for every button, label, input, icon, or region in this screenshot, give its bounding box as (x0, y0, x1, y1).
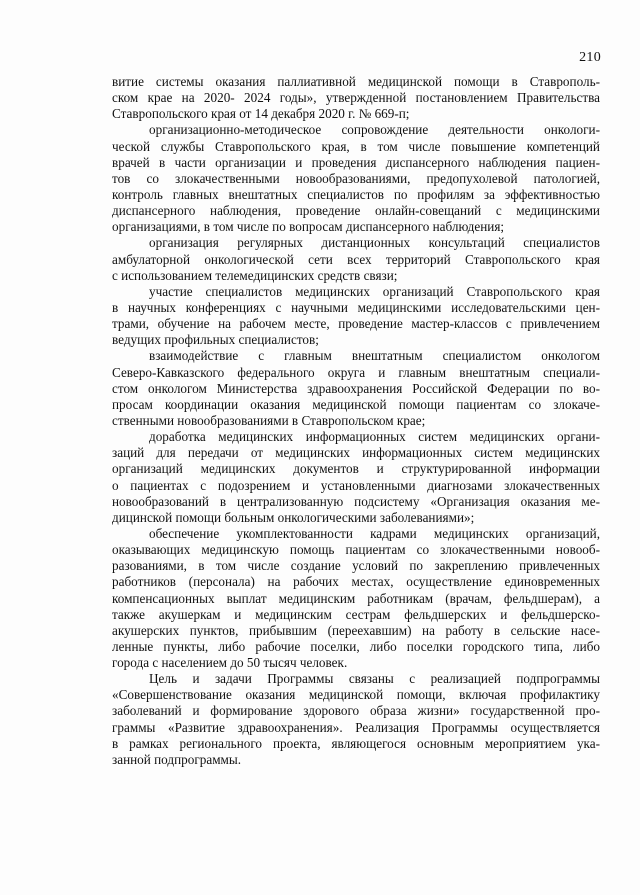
text-line: в рамках регионального проекта, являющегося основным мероприятием ука- (112, 735, 600, 751)
page-number: 210 (579, 50, 601, 65)
paragraph (112, 284, 600, 349)
text-line: витие системы оказания паллиативной медицинской помощи в Ставрополь- (112, 74, 600, 89)
text-line: трами, обучение на рабочем месте, проведение мастер-классов с привлечением (112, 316, 600, 332)
paragraph (112, 526, 600, 671)
text-line: врачей в части организации и проведения диспансерного наблюдения пациен- (112, 154, 600, 170)
text-line: тов со злокачественными новообразованиями, предопухолевой патологией, (112, 170, 600, 186)
text-line: организациями, в том числе по вопросам диспансерного наблюдения; (112, 219, 505, 235)
text-line: оказывающих медицинскую помощь пациентам со злокачественными новооб- (112, 542, 600, 558)
paragraph (112, 74, 600, 122)
text-line: в научных конференциях с научными медицинскими исследовательскими цен- (112, 299, 600, 315)
text-line: Цель и задачи Программы связаны с реализацией подпрограммы (149, 671, 600, 687)
document-body (112, 74, 600, 768)
text-line: компенсационных выплат медицинским работникам (врачам, фельдшерам), а (112, 590, 600, 606)
text-line: о пациентах с подозрением и установленными диагнозами злокачественных (112, 477, 600, 493)
text-line: стом онкологом Министерства здравоохранения Российской Федерации по во- (112, 380, 600, 396)
text-line: Ставропольского края от 14 декабря 2020 г. № 669-п; (112, 106, 410, 122)
text-line: с использованием телемедицинских средств связи; (112, 267, 398, 283)
text-line: акушерских пунктов, прибывшим (переехавшим) на работу в сельские насе- (112, 622, 600, 638)
paragraph (112, 348, 600, 429)
text-line: разованиями, в том числе создание условий по закреплению привлеченных (112, 558, 600, 574)
text-line: контроль главных внештатных специалистов по профилям за эффективностью (112, 186, 600, 202)
text-line: города с населением до 50 тысяч человек. (112, 655, 348, 671)
text-line: ведущих профильных специалистов; (112, 332, 319, 348)
paragraph (112, 122, 600, 235)
text-line: участие специалистов медицинских организаций Ставропольского края (149, 283, 600, 299)
paragraph (112, 429, 600, 526)
text-line: диспансерного наблюдения, проведение онлайн-совещаний с медицинскими (112, 203, 600, 219)
text-line: ственными новообразованиями в Ставропольском крае; (112, 412, 426, 428)
text-line: взаимодействие с главным внештатным специалистом онкологом (149, 348, 600, 364)
text-line: дицинской помощи больным онкологическими заболеваниями»; (112, 509, 475, 525)
text-line: новообразований в централизованную подсистему «Организация оказания ме- (112, 493, 600, 509)
text-line: Северо-Кавказского федерального округа и главным внештатным специали- (112, 364, 600, 380)
text-line: заболеваний и формирование здорового образа жизни» государственной про- (112, 703, 600, 719)
text-line: ленные пункты, либо рабочие поселки, либо поселки городского типа, либо (112, 638, 600, 654)
text-line: организационно-методическое сопровождение деятельности онкологи- (149, 122, 600, 138)
text-line: обеспечение укомплектованности кадрами медицинских организаций, (149, 525, 600, 541)
text-line: занной подпрограммы. (112, 751, 242, 767)
paragraph (112, 235, 600, 283)
text-line: организаций медицинских документов и структурированной информации (112, 461, 600, 477)
text-line: просам координации оказания медицинской помощи пациентам со злокаче- (112, 396, 600, 412)
text-line: работников (персонала) на рабочих местах, осуществление единовременных (112, 574, 600, 590)
text-line: ческой службы Ставропольского края, в том числе повышение компетенций (112, 138, 600, 154)
text-line: «Совершенствование оказания медицинской помощи, включая профилактику (112, 687, 600, 703)
text-line: организация регулярных дистанционных консультаций специалистов (149, 235, 600, 251)
text-line: граммы «Развитие здравоохранения». Реализация Программы осуществляется (112, 719, 600, 735)
text-line: ском крае на 2020- 2024 годы», утвержденной постановлением Правительства (112, 90, 600, 106)
text-line: также акушеркам и медицинским сестрам фельдшерских и фельдшерско- (112, 606, 600, 622)
text-line: заций для передачи от медицинских информационных систем медицинских (112, 445, 600, 461)
paragraph (112, 671, 600, 768)
text-line: доработка медицинских информационных систем медицинских органи- (149, 429, 600, 445)
text-line: амбулаторной онкологической сети всех территорий Ставропольского края (112, 251, 600, 267)
